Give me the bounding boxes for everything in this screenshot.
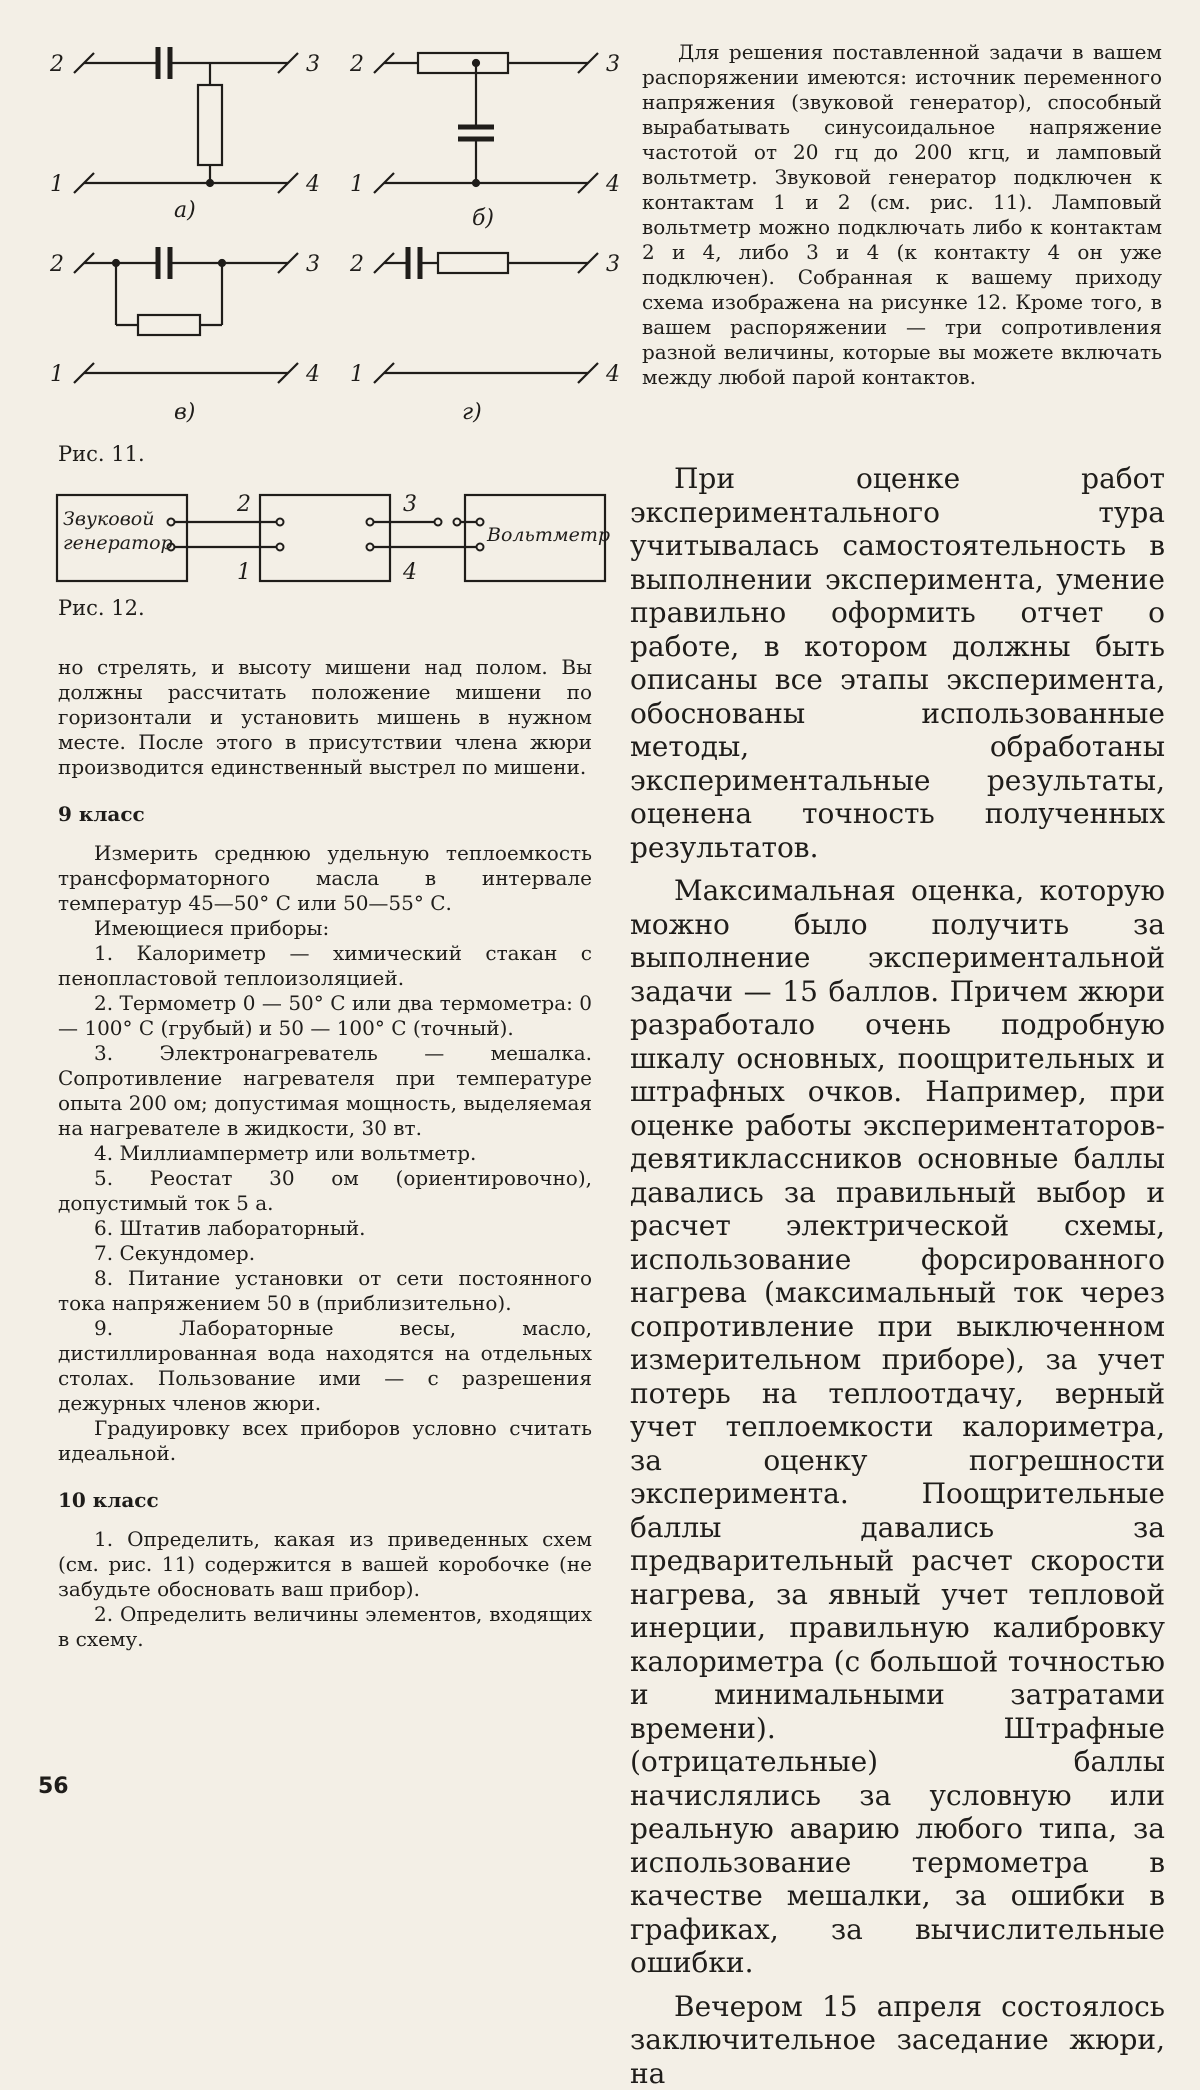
terminal-label: 4 (605, 172, 620, 197)
terminal-label: 1 (350, 172, 364, 197)
terminal-label: 4 (305, 172, 320, 197)
generator-label: Звуковой (63, 508, 154, 530)
terminal-label: 3 (306, 252, 320, 277)
list-item: 1. Определить, какая из приведенных схем (см. рис. 11) содержится в вашей коробочке (не забудьте обосновать ваш прибор). (58, 1527, 592, 1602)
figure-11-caption: Рис. 11. (58, 442, 145, 466)
figure-12-diagram (55, 485, 610, 595)
list-item: 1. Калориметр — химический стакан с пенопластовой теплоизоляцией. (58, 941, 592, 991)
list-item: 5. Реостат 30 ом (ориентировочно), допустимый ток 5 а. (58, 1166, 592, 1216)
circuit-g (374, 247, 598, 383)
list-item: 6. Штатив лабораторный. (58, 1216, 592, 1241)
grade10-heading: 10 класс (58, 1488, 592, 1513)
right-column-main (630, 462, 1165, 2090)
terminal-label: 2 (49, 252, 64, 277)
list-item: 3. Электронагреватель — мешалка. Сопротивление нагревателя при температуре опыта 200 ом; допустимая мощность, выделяемая на нагревателе в жидкости, 30 вт. (58, 1041, 592, 1141)
figure-11-circuits (38, 35, 618, 455)
paragraph: Максимальная оценка, которую можно было получить за выполнение экспериментальной задачи — 15 баллов. Причем жюри разработало очень подробную шкалу основных, поощрительных и штрафных очков. Например, при оценке работы экспериментаторов-девятиклассников основные баллы давались за правильный выбор и расчет электрической схемы, использование форсированного нагрева (максимальный ток через сопротивление при выключенном измерительном приборе), за учет потерь на теплоотдачу, верный учет теплоемкости калориметра, за оценку погрешности эксперимента. Поощрительные баллы давались за предварительный расчет скорости нагрева, за явный учет тепловой инерции, правильную калибровку калориметра (с большой точностью и минимальными затратами времени). Штрафные (отрицательные) баллы начислялись за условную или реальную аварию любого типа, за использование термометра в качестве мешалки, за ошибки в графиках, за вычислительные ошибки. (630, 874, 1165, 1980)
terminal-label: 2 (349, 252, 364, 277)
circuit-b (374, 53, 598, 193)
terminal-label: 2 (49, 52, 64, 77)
left-column (58, 655, 592, 1652)
terminal-label: 1 (50, 362, 64, 387)
list-item: 2. Определить величины элементов, входящих в схему. (58, 1602, 592, 1652)
figure-12-caption: Рис. 12. (58, 596, 145, 620)
paragraph: При оценке работ экспериментального тура учитывалась самостоятельность в выполнении эксперимента, умение правильно оформить отчет о работе, в котором должны быть описаны все этапы эксперимента, обоснованы использованные методы, обработаны экспериментальные результаты, оценена точность полученных результатов. (630, 462, 1165, 864)
list-item: 7. Секундомер. (58, 1241, 592, 1266)
instruments-heading: Имеющиеся приборы: (58, 916, 592, 941)
sub-label-g: г) (462, 400, 482, 425)
terminal-label: 4 (305, 362, 320, 387)
terminal-label: 4 (605, 362, 620, 387)
generator-label: генератор (63, 532, 173, 554)
terminal-label: 3 (606, 52, 620, 77)
list-item: 8. Питание установки от сети постоянного тока напряжением 50 в (приблизительно). (58, 1266, 592, 1316)
circuit-a (74, 47, 298, 193)
terminal-label: 3 (606, 252, 620, 277)
right-column-small (642, 40, 1162, 390)
sub-label-v: в) (174, 400, 195, 425)
paragraph: но стрелять, и высоту мишени над полом. Вы должны рассчитать положение мишени по горизонтали и установить мишень в нужном месте. После этого в присутствии члена жюри производится единственный выстрел по мишени. (58, 655, 592, 780)
list-item: 9. Лабораторные весы, масло, дистиллированная вода находятся на отдельных столах. Пользование ими — с разрешения дежурных членов жюри. (58, 1316, 592, 1416)
sub-label-a: а) (174, 198, 196, 223)
terminal-label: 2 (236, 492, 251, 517)
voltmeter-label: Вольтметр (486, 524, 610, 546)
page-number: 56 (38, 1774, 69, 1799)
circuit-v (74, 247, 298, 383)
terminal-label: 1 (50, 172, 64, 197)
terminal-label: 1 (237, 560, 251, 585)
list-item: 4. Миллиамперметр или вольтметр. (58, 1141, 592, 1166)
terminal-label: 1 (350, 362, 364, 387)
paragraph: Вечером 15 апреля состоялось заключительное заседание жюри, на (630, 1990, 1165, 2090)
paragraph: Градуировку всех приборов условно считать идеальной. (58, 1416, 592, 1466)
terminal-label: 3 (403, 492, 417, 517)
grade9-heading: 9 класс (58, 802, 592, 827)
terminal-label: 4 (402, 560, 417, 585)
paragraph: Измерить среднюю удельную теплоемкость трансформаторного масла в интервале температур 45—50° С или 50—55° С. (58, 841, 592, 916)
sub-label-b: б) (472, 206, 494, 231)
terminal-label: 2 (349, 52, 364, 77)
terminal-label: 3 (306, 52, 320, 77)
paragraph: Для решения поставленной задачи в вашем распоряжении имеются: источник переменного напряжения (звуковой генератор), способный вырабатывать синусоидальное напряжение частотой от 20 гц до 200 кгц, и ламповый вольтметр. Звуковой генератор подключен к контактам 1 и 2 (см. рис. 11). Ламповый вольтметр можно подключать либо к контактам 2 и 4, либо 3 и 4 (к контакту 4 он уже подключен). Собранная к вашему приходу схема изображена на рисунке 12. Кроме того, в вашем распоряжении — три сопротивления разной величины, которые вы можете включать между любой парой контактов. (642, 40, 1162, 390)
list-item: 2. Термометр 0 — 50° С или два термометра: 0 — 100° С (грубый) и 50 — 100° С (точный). (58, 991, 592, 1041)
